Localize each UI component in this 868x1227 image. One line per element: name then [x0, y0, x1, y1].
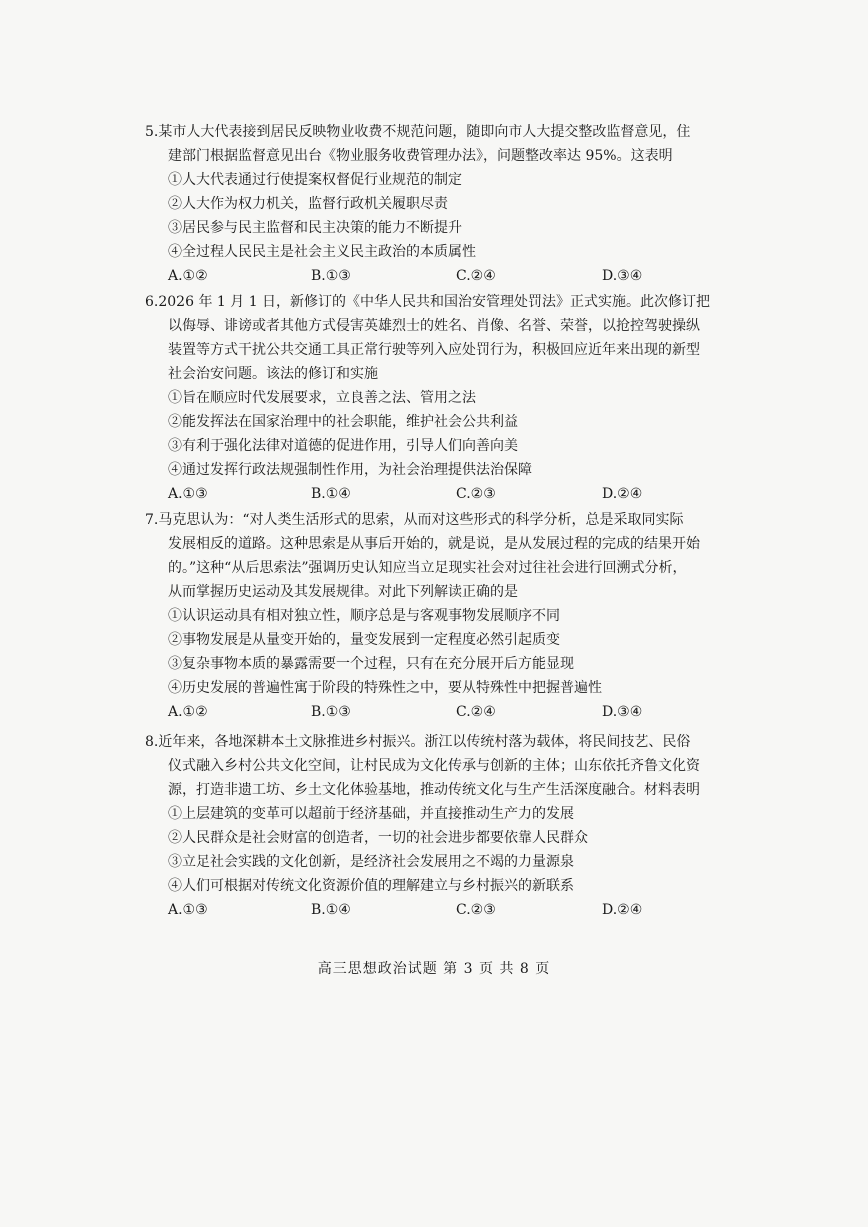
statement: ④全过程人民民主是社会主义民主政治的本质属性 [168, 244, 476, 260]
choice-d[interactable]: D.②④ [602, 486, 643, 502]
statement: ③有利于强化法律对道德的促进作用，引导人们向善向美 [168, 438, 518, 454]
statement: ①旨在顺应时代发展要求，立良善之法、管用之法 [168, 390, 476, 406]
statement: ①人大代表通过行使提案权督促行业规范的制定 [168, 172, 462, 188]
choice-d[interactable]: D.③④ [602, 704, 643, 720]
statement: ②人大作为权力机关，监督行政机关履职尽责 [168, 196, 448, 212]
question-stem-line: 以侮辱、诽谤或者其他方式侵害英雄烈士的姓名、肖像、名誉、荣誉，以抢控驾驶操纵 [168, 318, 700, 334]
choice-c[interactable]: C.②④ [456, 268, 496, 284]
question-number: 6. [145, 294, 159, 310]
choice-a[interactable]: A.①② [168, 704, 208, 720]
choice-a[interactable]: A.①② [168, 268, 208, 284]
choice-b[interactable]: B.①④ [311, 486, 351, 502]
statement: ④人们可根据对传统文化资源价值的理解建立与乡村振兴的新联系 [168, 878, 574, 894]
question-number: 8. [145, 734, 159, 750]
statement: ②事物发展是从量变开始的，量变发展到一定程度必然引起质变 [168, 632, 560, 648]
statement: ③居民参与民主监督和民主决策的能力不断提升 [168, 220, 462, 236]
statement: ③复杂事物本质的暴露需要一个过程，只有在充分展开后方能显现 [168, 656, 574, 672]
statement: ①上层建筑的变革可以超前于经济基础，并直接推动生产力的发展 [168, 806, 574, 822]
statement: ②能发挥法在国家治理中的社会职能，维护社会公共利益 [168, 414, 518, 430]
choice-b[interactable]: B.①③ [311, 268, 351, 284]
answer-choices [145, 264, 745, 288]
question-stem-line: 8.近年来，各地深耕本土文脉推进乡村振兴。浙江以传统村落为载体，将民间技艺、民俗 [145, 734, 691, 750]
question-stem-line: 从而掌握历史运动及其发展规律。对此下列解读正确的是 [168, 584, 518, 600]
statement: ②人民群众是社会财富的创造者，一切的社会进步都要依靠人民群众 [168, 830, 588, 846]
choice-b[interactable]: B.①④ [311, 902, 351, 918]
choice-a[interactable]: A.①③ [168, 486, 208, 502]
answer-choices [145, 700, 745, 724]
question-7 [145, 508, 745, 724]
page-footer: 高三思想政治试题 第 3 页 共 8 页 [317, 961, 551, 977]
choice-c[interactable]: C.②③ [456, 902, 496, 918]
choice-d[interactable]: D.③④ [602, 268, 643, 284]
question-6 [145, 290, 745, 506]
question-number: 5. [145, 124, 159, 140]
statement: ③立足社会实践的文化创新，是经济社会发展用之不竭的力量源泉 [168, 854, 574, 870]
question-number: 7. [145, 512, 159, 528]
question-stem-line: 建部门根据监督意见出台《物业服务收费管理办法》，问题整改率达 95%。这表明 [168, 148, 673, 164]
answer-choices [145, 898, 745, 922]
statement: ④历史发展的普遍性寓于阶段的特殊性之中，要从特殊性中把握普遍性 [168, 680, 602, 696]
question-stem-line: 5.某市人大代表接到居民反映物业收费不规范问题，随即向市人大提交整改监督意见，住 [145, 124, 691, 140]
answer-choices [145, 482, 745, 506]
question-stem-line: 装置等方式干扰公共交通工具正常行驶等列入应处罚行为，积极回应近年来出现的新型 [168, 342, 700, 358]
question-stem-line: 7.马克思认为：“对人类生活形式的思索，从而对这些形式的科学分析，总是采取同实际 [145, 512, 684, 528]
choice-d[interactable]: D.②④ [602, 902, 643, 918]
statement: ①认识运动具有相对独立性，顺序总是与客观事物发展顺序不同 [168, 608, 560, 624]
choice-a[interactable]: A.①③ [168, 902, 208, 918]
statement: ④通过发挥行政法规强制性作用，为社会治理提供法治保障 [168, 462, 532, 478]
question-5 [145, 120, 745, 288]
choice-c[interactable]: C.②④ [456, 704, 496, 720]
question-stem-line: 发展相反的道路。这种思索是从事后开始的，就是说，是从发展过程的完成的结果开始 [168, 536, 700, 552]
question-stem-line: 仪式融入乡村公共文化空间，让村民成为文化传承与创新的主体；山东依托齐鲁文化资 [168, 758, 700, 774]
question-8 [145, 730, 745, 922]
question-stem-line: 源，打造非遗工坊、乡土文化体验基地，推动传统文化与生产生活深度融合。材料表明 [168, 782, 700, 798]
choice-c[interactable]: C.②③ [456, 486, 496, 502]
question-stem-line: 的。”这种“从后思索法”强调历史认知应当立足现实社会对过往社会进行回溯式分析， [168, 560, 687, 576]
question-stem-line: 社会治安问题。该法的修订和实施 [168, 366, 378, 382]
choice-b[interactable]: B.①③ [311, 704, 351, 720]
question-stem-line: 6.2026 年 1 月 1 日，新修订的《中华人民共和国治安管理处罚法》正式实施。此次修订把 [145, 294, 711, 310]
